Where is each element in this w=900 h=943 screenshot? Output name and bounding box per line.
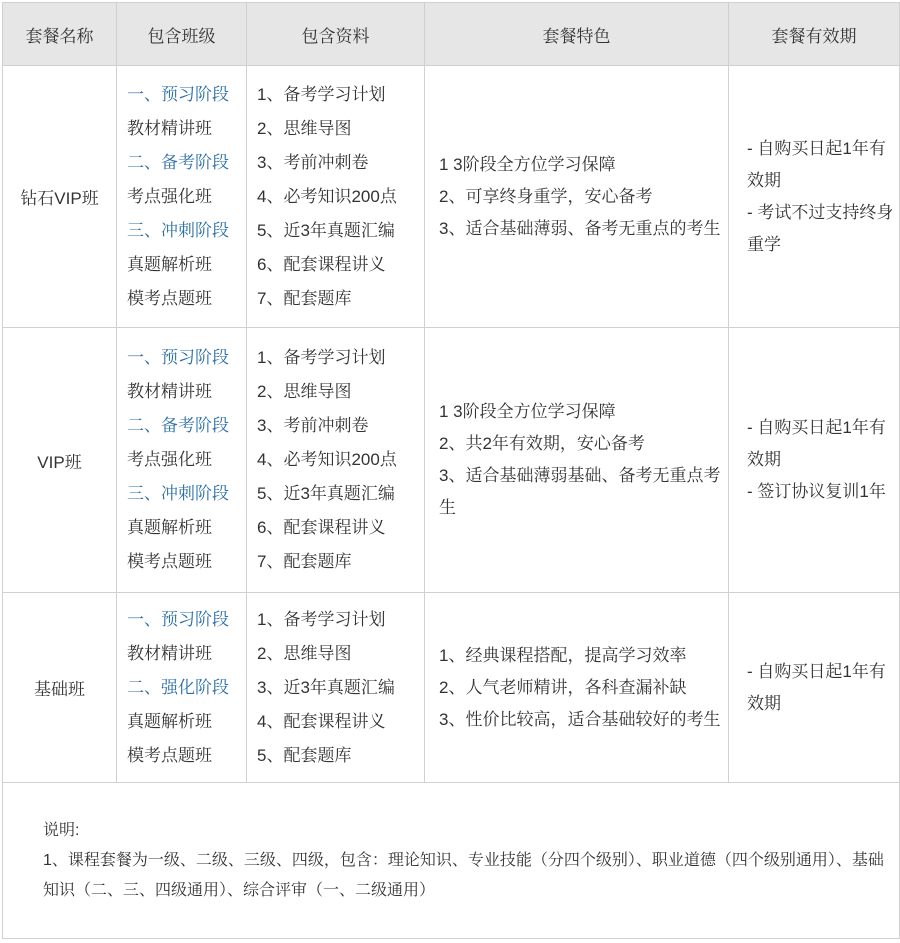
material-item: 1、备考学习计划 [257, 84, 386, 104]
feature-item: 2、可享终身重学，安心备考 [439, 186, 653, 206]
material-item: 3、考前冲刺卷 [257, 416, 369, 435]
package-name: VIP班 [37, 452, 82, 472]
header-row [3, 3, 900, 66]
material-item: 5、配套题库 [257, 745, 352, 765]
validity-item: - 考试不过支持终身重学 [747, 202, 894, 254]
class-item: 真题解析班 [127, 711, 212, 731]
material-item: 5、近3年真题汇编 [257, 484, 395, 503]
material-item: 4、必考知识200点 [257, 186, 397, 206]
class-item: 模考点题班 [127, 288, 212, 308]
stage-label: 二、强化阶段 [127, 677, 229, 697]
material-item: 2、思维导图 [257, 643, 352, 663]
feature-item: 1 3阶段全方位学习保障 [439, 154, 616, 174]
material-item: 6、配套课程讲义 [257, 254, 386, 274]
header-package-name: 套餐名称 [3, 3, 117, 66]
validity-cell [729, 66, 900, 328]
material-item: 1、备考学习计划 [257, 348, 386, 367]
feature-item: 1、经典课程搭配，提高学习效率 [439, 645, 687, 665]
material-item: 6、配套课程讲义 [257, 518, 386, 537]
materials-cell [247, 328, 425, 593]
note-row [3, 783, 900, 939]
material-item: 4、配套课程讲义 [257, 711, 386, 731]
feature-item: 2、人气老师精讲，各科查漏补缺 [439, 677, 687, 697]
package-name-cell [3, 593, 117, 783]
class-item: 模考点题班 [127, 745, 212, 765]
class-item: 教材精讲班 [127, 382, 212, 401]
stage-label: 二、备考阶段 [127, 152, 229, 172]
header-features: 套餐特色 [425, 3, 729, 66]
validity-item: - 自购买日起1年有效期 [747, 138, 886, 190]
package-table [2, 2, 900, 939]
validity-item: - 自购买日起1年有效期 [747, 418, 886, 469]
material-item: 2、思维导图 [257, 382, 352, 401]
features-cell [425, 66, 729, 328]
class-item: 模考点题班 [127, 552, 212, 571]
class-item: 教材精讲班 [127, 118, 212, 138]
header-materials: 包含资料 [247, 3, 425, 66]
package-name: 基础班 [34, 680, 85, 699]
material-item: 7、配套题库 [257, 288, 352, 308]
package-name: 钻石VIP班 [20, 189, 99, 208]
material-item: 7、配套题库 [257, 552, 352, 571]
features-cell [425, 593, 729, 783]
validity-item: - 自购买日起1年有效期 [747, 661, 886, 713]
package-name-cell [3, 66, 117, 328]
package-name-cell [3, 328, 117, 593]
stage-label: 一、预习阶段 [127, 609, 229, 629]
validity-cell [729, 593, 900, 783]
table-row [3, 66, 900, 328]
validity-item: - 签订协议复训1年 [747, 482, 886, 501]
classes-cell [117, 593, 247, 783]
feature-item: 3、适合基础薄弱基础、备考无重点考生 [439, 466, 721, 517]
stage-label: 三、冲刺阶段 [127, 220, 229, 240]
feature-item: 3、性价比较高，适合基础较好的考生 [439, 709, 721, 729]
materials-cell [247, 593, 425, 783]
header-validity: 套餐有效期 [729, 3, 900, 66]
class-item: 教材精讲班 [127, 643, 212, 663]
header-classes: 包含班级 [117, 3, 247, 66]
classes-cell [117, 66, 247, 328]
class-item: 考点强化班 [127, 450, 212, 469]
feature-item: 2、共2年有效期，安心备考 [439, 434, 645, 453]
stage-label: 一、预习阶段 [127, 84, 229, 104]
validity-cell [729, 328, 900, 593]
material-item: 1、备考学习计划 [257, 609, 386, 629]
material-item: 3、近3年真题汇编 [257, 677, 395, 697]
stage-label: 一、预习阶段 [127, 348, 229, 367]
material-item: 5、近3年真题汇编 [257, 220, 395, 240]
feature-item: 1 3阶段全方位学习保障 [439, 402, 616, 421]
classes-cell [117, 328, 247, 593]
note-cell [3, 783, 900, 939]
stage-label: 二、备考阶段 [127, 416, 229, 435]
note-title: 说明: [43, 821, 80, 839]
features-cell [425, 328, 729, 593]
materials-cell [247, 66, 425, 328]
table-row [3, 593, 900, 783]
class-item: 考点强化班 [127, 186, 212, 206]
note-text: 1、课程套餐为一级、二级、三级、四级，包含：理论知识、专业技能（分四个级别）、职业道德（四个级别通用）、基础知识（二、三、四级通用）、综合评审（一、二级通用） [43, 851, 884, 899]
material-item: 4、必考知识200点 [257, 450, 397, 469]
stage-label: 三、冲刺阶段 [127, 484, 229, 503]
material-item: 3、考前冲刺卷 [257, 152, 369, 172]
class-item: 真题解析班 [127, 518, 212, 537]
feature-item: 3、适合基础薄弱、备考无重点的考生 [439, 218, 721, 238]
material-item: 2、思维导图 [257, 118, 352, 138]
table-row [3, 328, 900, 593]
class-item: 真题解析班 [127, 254, 212, 274]
